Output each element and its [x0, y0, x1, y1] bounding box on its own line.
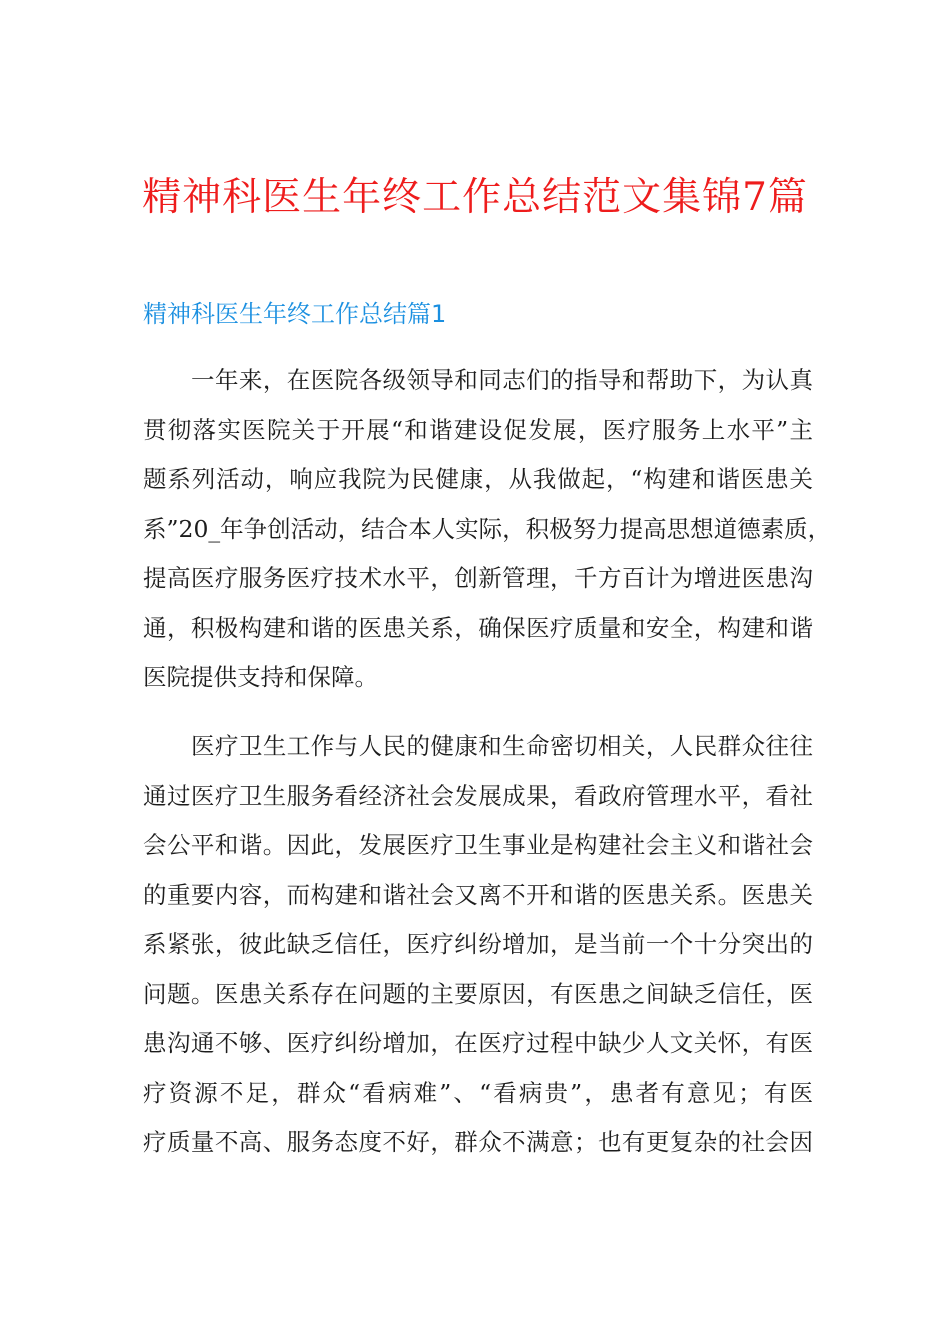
paragraph-line: 系紧张，彼此缺乏信任，医疗纠纷增加，是当前一个十分突出的 [143, 930, 813, 958]
paragraph-line: 患沟通不够、医疗纠纷增加，在医疗过程中缺少人文关怀，有医 [143, 1029, 813, 1057]
paragraph-line: 医院提供支持和保障。 [143, 663, 378, 691]
paragraph-2 [143, 722, 813, 1168]
paragraph-1 [143, 356, 832, 703]
paragraph-line: 一年来，在医院各级领导和同志们的指导和帮助下，为认真 [191, 366, 813, 394]
document-title: 精神科医生年终工作总结范文集锦7篇 [142, 175, 808, 220]
paragraph-line: 提高医疗服务医疗技术水平，创新管理，千方百计为增进医患沟 [143, 564, 813, 592]
paragraph-line: 贯彻落实医院关于开展“和谐建设促发展，医疗服务上水平”主 [143, 415, 813, 444]
paragraph-line: 问题。医患关系存在问题的主要原因，有医患之间缺乏信任，医 [143, 979, 813, 1008]
paragraph-line: 疗质量不高、服务态度不好，群众不满意；也有更复杂的社会因 [143, 1128, 813, 1156]
paragraph-line: 的重要内容，而构建和谐社会又离不开和谐的医患关系。医患关 [143, 880, 813, 909]
paragraph-line: 通过医疗卫生服务看经济社会发展成果，看政府管理水平，看社 [143, 781, 813, 810]
paragraph-line: 会公平和谐。因此，发展医疗卫生事业是构建社会主义和谐社会 [143, 831, 813, 859]
paragraph-line: 通，积极构建和谐的医患关系，确保医疗质量和安全，构建和谐 [143, 613, 813, 642]
paragraph-line: 系”20_年争创活动，结合本人实际，积极努力提高思想道德素质， [143, 514, 832, 543]
paragraph-line: 疗资源不足，群众“看病难”、“看病贵”，患者有意见；有医 [143, 1078, 813, 1107]
paragraph-line: 题系列活动，响应我院为民健康，从我做起，“构建和谐医患关 [143, 465, 813, 493]
section-heading: 精神科医生年终工作总结篇1 [143, 300, 447, 328]
paragraph-line: 医疗卫生工作与人民的健康和生命密切相关，人民群众往往 [191, 732, 813, 760]
